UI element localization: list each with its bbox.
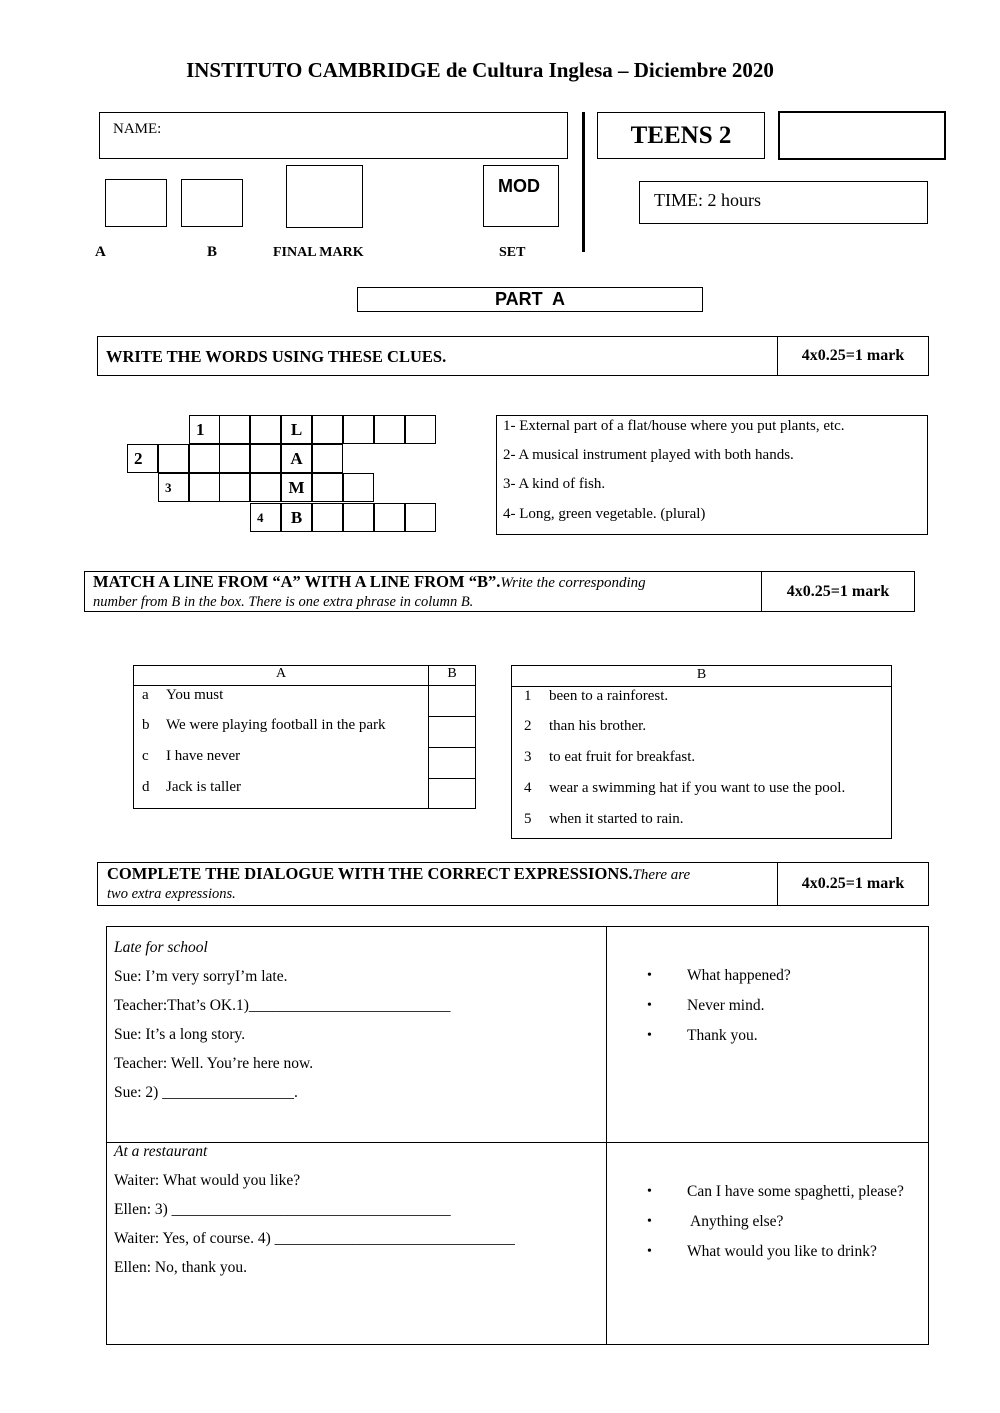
clue-3: 3- A kind of fish.: [503, 476, 606, 492]
row-5-text: when it started to rain.: [549, 811, 684, 827]
mark-b-box[interactable]: [181, 179, 243, 227]
crossword-number-3: 3: [158, 473, 189, 502]
answer-box-b[interactable]: [428, 716, 476, 748]
row-3-number: 3: [524, 749, 532, 765]
row-c-letter: c: [142, 748, 149, 764]
list-b-header-line: [512, 686, 891, 687]
crossword-letter-m: M: [281, 473, 312, 502]
dialogue-2-options: [647, 1177, 904, 1267]
crossword-cell[interactable]: [374, 503, 405, 532]
dialogue-1-line-1: Sue: I’m very sorryI’m late.: [114, 968, 288, 985]
clue-1: 1- External part of a flat/house where you put plants, etc.: [503, 418, 845, 434]
crossword-cell[interactable]: [219, 473, 250, 502]
crossword-cell[interactable]: [219, 444, 250, 473]
crossword-letter-l: L: [281, 415, 312, 444]
column-b-list: [511, 665, 892, 839]
section3-instruction-italic-2: two extra expressions.: [107, 886, 236, 902]
header-divider: [582, 112, 585, 252]
row-b-text: We were playing football in the park: [166, 717, 386, 733]
label-set: SET: [499, 245, 526, 260]
row-4-number: 4: [524, 780, 532, 796]
crossword-number-1: 1: [189, 415, 220, 444]
section2-header: [84, 571, 915, 612]
row-b-letter: b: [142, 717, 150, 733]
crossword-number-2: 2: [127, 444, 158, 473]
dialogue-2-line-3: Waiter: Yes, of course. 4) _______________________________: [114, 1230, 515, 1247]
crossword-cell[interactable]: [312, 503, 343, 532]
crossword-cell[interactable]: [250, 415, 281, 444]
list-item: • Never mind.: [647, 991, 791, 1021]
row-5-number: 5: [524, 811, 532, 827]
row-4-text: wear a swimming hat if you want to use the pool.: [549, 780, 846, 796]
mod-box[interactable]: [483, 165, 559, 227]
clue-4: 4- Long, green vegetable. (plural): [503, 506, 706, 522]
dialogue-row-divider: [107, 1142, 928, 1143]
list-item: • What would you like to drink?: [647, 1237, 904, 1267]
dialogue-1-line-3: Sue: It’s a long story.: [114, 1026, 246, 1043]
row-2-number: 2: [524, 718, 532, 734]
crossword-letter-b: B: [281, 503, 312, 532]
crossword-cell[interactable]: [343, 503, 374, 532]
label-final-mark: FINAL MARK: [273, 245, 364, 260]
column-b-header: B: [447, 666, 457, 681]
section1-instruction: WRITE THE WORDS USING THESE CLUES.: [106, 346, 447, 366]
crossword-cell[interactable]: [343, 473, 374, 502]
dialogue-2-line-1: Waiter: What would you like?: [114, 1172, 301, 1189]
row-d-text: Jack is taller: [166, 779, 241, 795]
dialogue-1-line-4: Teacher: Well. You’re here now.: [114, 1055, 314, 1072]
list-item: • What happened?: [647, 961, 791, 991]
row-2-text: than his brother.: [549, 718, 647, 734]
crossword-cell[interactable]: [312, 444, 343, 473]
dialogue-1-title: Late for school: [114, 939, 208, 956]
part-heading: [357, 287, 703, 312]
list-item: • Can I have some spaghetti, please?: [647, 1177, 904, 1207]
clue-2: 2- A musical instrument played with both hands.: [503, 447, 794, 463]
section3-header: [97, 862, 929, 906]
section2-instruction-italic-2: number from B in the box. There is one extra phrase in column B.: [93, 593, 474, 610]
level-label: TEENS 2: [630, 121, 732, 149]
answer-box-a[interactable]: [428, 685, 476, 717]
list-b-header: B: [696, 667, 707, 682]
name-label: NAME:: [113, 121, 162, 137]
label-a: A: [95, 244, 106, 260]
crossword-cell[interactable]: [189, 444, 220, 473]
answer-box-d[interactable]: [428, 778, 476, 809]
crossword-cell[interactable]: [374, 415, 405, 444]
part-label: PART A: [495, 289, 565, 309]
label-b: B: [207, 244, 218, 260]
document-title: INSTITUTO CAMBRIDGE de Cultura Inglesa – Diciembre 2020: [186, 58, 774, 82]
crossword-cell[interactable]: [250, 444, 281, 473]
section2-instruction-italic: Write the corresponding: [500, 574, 646, 591]
section3-marks: 4x0.25=1 mark: [777, 863, 928, 905]
time-box: [639, 181, 928, 224]
list-item: • Thank you.: [647, 1021, 791, 1051]
level-box: [597, 112, 765, 159]
crossword-cell[interactable]: [312, 473, 343, 502]
row-3-text: to eat fruit for breakfast.: [549, 749, 696, 765]
final-mark-box[interactable]: [286, 165, 363, 228]
section1-marks: 4x0.25=1 mark: [777, 337, 928, 375]
crossword-cell[interactable]: [312, 415, 343, 444]
crossword-cell[interactable]: [405, 503, 436, 532]
mod-label: MOD: [498, 176, 540, 196]
crossword-cell[interactable]: [250, 473, 281, 502]
dialogue-1-options: [647, 961, 791, 1051]
answer-box-c[interactable]: [428, 747, 476, 779]
section2-instruction: MATCH A LINE FROM “A” WITH A LINE FROM “B”.: [93, 571, 501, 591]
section3-instruction-italic: There are: [632, 867, 691, 883]
crossword-cell[interactable]: [405, 415, 436, 444]
crossword-cell[interactable]: [343, 415, 374, 444]
section2-marks: 4x0.25=1 mark: [761, 572, 914, 611]
dialogue-2-line-2: Ellen: 3) ____________________________________: [114, 1201, 451, 1218]
dialogue-table: [106, 926, 929, 1345]
dialogue-2-title: At a restaurant: [114, 1143, 208, 1160]
crossword-cell[interactable]: [219, 415, 250, 444]
row-a-text: You must: [166, 687, 224, 703]
time-label: TIME: 2 hours: [654, 190, 761, 210]
row-1-number: 1: [524, 688, 532, 704]
crossword-number-4: 4: [250, 503, 281, 532]
crossword-cell[interactable]: [158, 444, 189, 473]
mark-a-box[interactable]: [105, 179, 167, 227]
column-a-header-line: [133, 685, 429, 686]
dialogue-2-line-4: Ellen: No, thank you.: [114, 1259, 248, 1276]
section1-header: [97, 336, 929, 376]
crossword-letter-a: A: [281, 444, 312, 473]
dialogue-1-line-5: Sue: 2) _________________.: [114, 1084, 298, 1101]
dialogue-1-line-2: Teacher:That’s OK.1)__________________________: [114, 997, 451, 1014]
column-a-table: [133, 665, 476, 809]
row-c-text: I have never: [166, 748, 241, 764]
column-a-header: A: [275, 666, 287, 681]
name-field[interactable]: [99, 112, 568, 159]
list-item: • Anything else?: [647, 1207, 904, 1237]
score-box[interactable]: [778, 111, 946, 160]
row-a-letter: a: [142, 687, 149, 703]
crossword-cell[interactable]: [189, 473, 220, 502]
row-1-text: been to a rainforest.: [549, 688, 669, 704]
dialogue-column-divider: [606, 927, 607, 1344]
section3-instruction: COMPLETE THE DIALOGUE WITH THE CORRECT EXPRESSIONS.: [107, 864, 633, 883]
row-d-letter: d: [142, 779, 150, 795]
crossword-clues: [496, 415, 928, 535]
